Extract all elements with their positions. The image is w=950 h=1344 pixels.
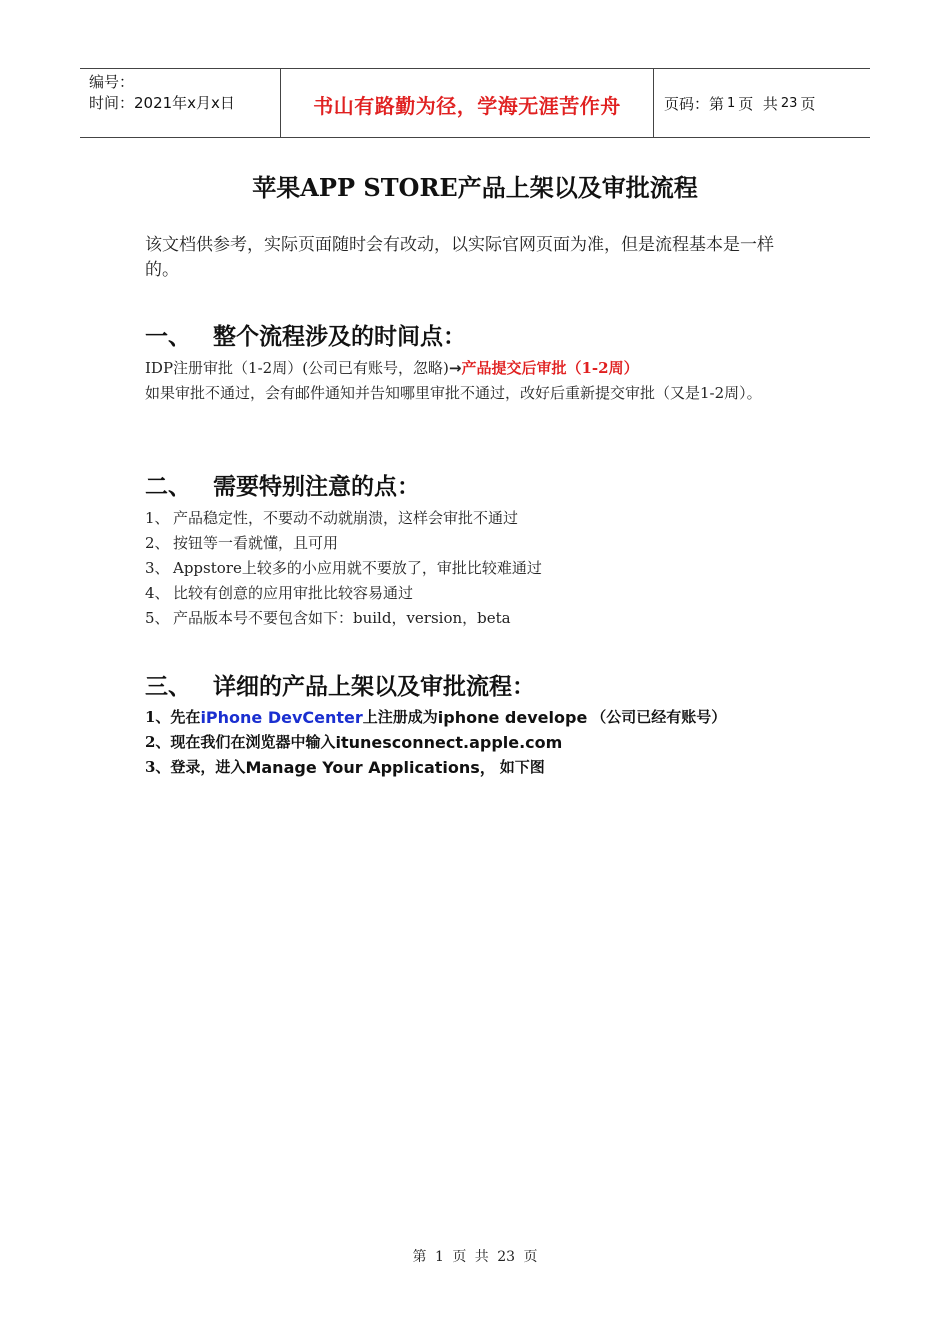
- header-motto: 书山有路勤为径，学海无涯苦作舟: [281, 69, 654, 137]
- intro-paragraph: 该文档供参考，实际页面随时会有改动，以实际官网页面为准，但是流程基本是一样的。: [145, 235, 774, 280]
- section1-title: 整个流程涉及的时间点：: [213, 324, 466, 350]
- section3-number: 三、: [145, 674, 191, 700]
- section3-heading: [145, 668, 535, 701]
- step-1: 1、先在 iPhone DevCenter 上注册成为 iphone develope （公司已经有账号）: [145, 705, 805, 730]
- timeline-line: [145, 356, 805, 381]
- page-footer: 第 1 页 共 23 页: [412, 1249, 538, 1265]
- page-header: [80, 68, 870, 138]
- time-label: 时间：2021年x月x日: [89, 94, 235, 112]
- rejection-note: 如果审批不通过，会有邮件通知并告知哪里审批不通过，改好后重新提交审批（又是1-2周）。: [145, 384, 762, 402]
- devcenter-link[interactable]: iPhone DevCenter: [200, 708, 363, 727]
- page-mid: 页 共: [738, 94, 778, 113]
- list-item: 4、 比较有创意的应用审批比较容易通过: [145, 584, 414, 602]
- steps-list: [145, 705, 805, 780]
- itunesconnect-url: itunesconnect.apple.com: [335, 733, 563, 752]
- step-2: 2、现在我们在浏览器中输入 itunesconnect.apple.com: [145, 730, 805, 755]
- section2-title: 需要特别注意的点：: [213, 474, 420, 500]
- page-current: 1: [727, 95, 736, 111]
- section1-number: 一、: [145, 324, 191, 350]
- header-page-info: [654, 69, 870, 137]
- idp-approval-text: IDP注册审批（1-2周）(公司已有账号，忽略): [145, 359, 449, 377]
- number-label: 编号：: [89, 73, 135, 91]
- section2-number: 二、: [145, 474, 191, 500]
- step-3: 3、登录，进入 Manage Your Applications， 如下图: [145, 758, 545, 777]
- notes-list: [145, 506, 805, 631]
- document-title: 苹果APP STORE产品上架以及审批流程: [252, 173, 698, 202]
- page-prefix: 页码：第: [664, 94, 725, 113]
- section1-body: [145, 356, 805, 406]
- list-item: 2、 按钮等一看就懂，且可用: [145, 534, 339, 552]
- page-total: 23: [780, 95, 798, 111]
- section2-heading: [145, 468, 420, 501]
- section3-title: 详细的产品上架以及审批流程：: [213, 674, 535, 700]
- list-item: 1、 产品稳定性，不要动不动就崩溃，这样会审批不通过: [145, 509, 519, 527]
- section1-heading: [145, 318, 466, 351]
- list-item: 5、 产品版本号不要包含如下：build，version，beta: [145, 609, 511, 627]
- arrow-icon: →: [448, 359, 462, 377]
- page-suffix: 页: [800, 94, 816, 113]
- header-left-cell: [80, 69, 281, 137]
- product-approval-highlight: 产品提交后审批（1-2周）: [461, 359, 639, 377]
- list-item: 3、 Appstore上较多的小应用就不要放了，审批比较难通过: [145, 559, 542, 577]
